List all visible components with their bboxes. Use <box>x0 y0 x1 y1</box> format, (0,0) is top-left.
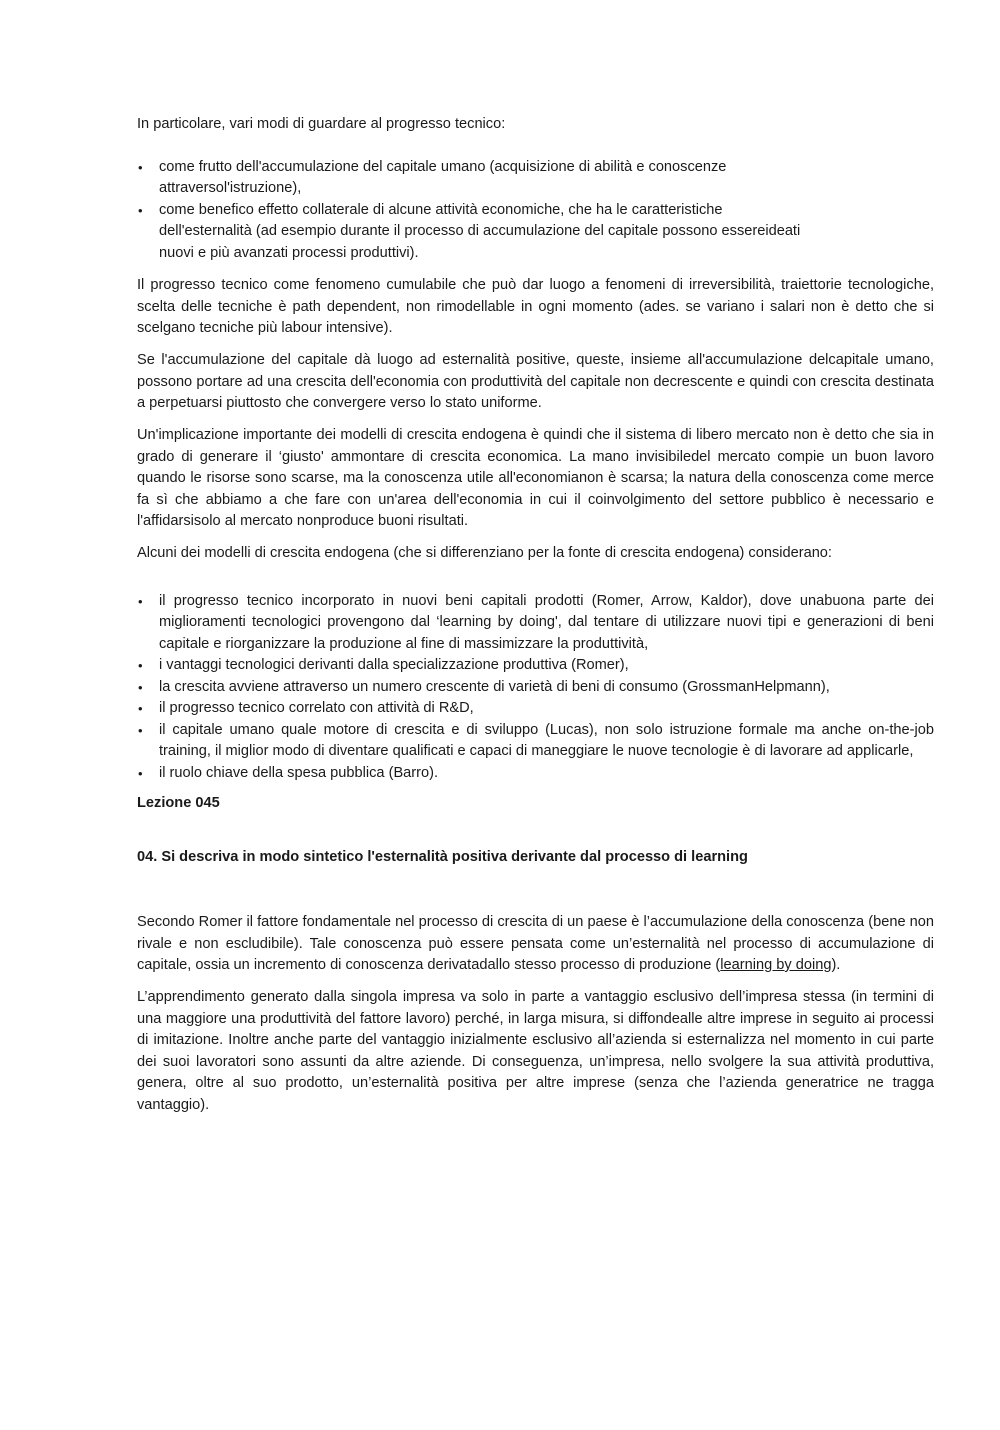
list-item <box>159 200 934 265</box>
list-item <box>159 157 934 200</box>
paragraph: Alcuni dei modelli di crescita endogena (che si differenziano per la fonte di crescita endogena) considerano: <box>137 545 832 561</box>
answer-paragraph: L’apprendimento generato dalla singola impresa va solo in parte a vantaggio esclusivo dell’impresa stessa (in termini di una maggiore una produttività del fattore lavoro) perché, in larga misura, si diffondealle altre imprese in seguito ai processi di imitazione. Inoltre anche parte del vantaggio inizialmente esclusivo all’azienda si esternalizza nel momento in cui parte dei suoi lavoratori sono assunti da altre aziende. Di conseguenza, un’impresa, nello svolgere la sua attività produttiva, genera, oltre al suo prodotto, un’esternalità positiva per altre imprese (senza che l’azienda generatrice ne tragga vantaggio). <box>137 989 934 1113</box>
endogenous-models-list <box>137 591 934 785</box>
list-item-line: come benefico effetto collaterale di alcune attività economiche, che ha le caratteristiche <box>159 201 723 218</box>
list-item-line: dell'esternalità (ad esempio durante il processo di accumulazione del capitale possono essereideati <box>159 223 801 239</box>
answer-paragraph <box>137 912 934 977</box>
progress-views-list <box>137 157 934 265</box>
paragraph: Il progresso tecnico come fenomeno cumulabile che può dar luogo a fenomeni di irreversibilità, traiettorie tecnologiche, scelta delle tecniche è path dependent, non rimodellable in ogni momento (ades. se variano i salari non è detto che si scelgano tecniche più labour intensive). <box>137 277 934 336</box>
list-item: • la crescita avviene attraverso un numero crescente di varietà di beni di consumo (GrossmanHelpmann), <box>159 677 934 699</box>
answer-text: Secondo Romer il fattore fondamentale nel processo di crescita di un paese è l’accumulazione della conoscenza (bene non rivale e non escludibile). Tale conoscenza può essere pensata come un’esternalità nel processo di accumulazione di capitale, ossia un incremento di conoscenza derivatadallo stesso processo di produzione ( <box>137 914 934 973</box>
paragraph: Se l'accumulazione del capitale dà luogo ad esternalità positive, queste, insieme all'accumulazione delcapitale umano, possono portare ad una crescita dell'economia con produttività del capitale non decrescente e quindi con crescita destinata a perpetuarsi piuttosto che convergere verso lo stato uniforme. <box>137 352 934 411</box>
list-item-line: come frutto dell'accumulazione del capitale umano (acquisizione di abilità e conoscenze <box>159 158 727 175</box>
answer-text: ). <box>831 957 841 973</box>
list-item: • il progresso tecnico correlato con attività di R&D, <box>159 698 934 720</box>
document-page <box>137 114 934 1116</box>
paragraph: Un'implicazione importante dei modelli di crescita endogena è quindi che il sistema di libero mercato non è detto che sia in grado di generare il ‘giusto' ammontare di crescita economica. La mano invisibiledel mercato compie un buon lavoro quando le risorse sono scarse, ma la conoscenza utile all'economianon è scarsa; la natura della conoscenza come merce fa sì che abbiamo a che fare con un'area dell'economia in cui il coinvolgimento del settore pubblico è necessario e l'affidarsisolo al mercato nonproduce buoni risultati. <box>137 427 934 529</box>
lesson-heading: Lezione 045 <box>137 795 220 811</box>
list-item-line: nuovi e più avanzati processi produttivi). <box>159 244 419 261</box>
list-item: • il progresso tecnico incorporato in nuovi beni capitali prodotti (Romer, Arrow, Kaldor), dove unabuona parte dei miglioramenti tecnologici provengono dal ‘learning by doing', dal tentare di utilizzare nuovi tipi e generazioni di beni capitale e riorganizzare la produzione al fine di massimizzare la produttività, <box>159 591 934 656</box>
question-heading: 04. Si descriva in modo sintetico l'esternalità positiva derivante dal processo di learning <box>137 848 748 865</box>
intro-text: In particolare, vari modi di guardare al progresso tecnico: <box>137 116 506 132</box>
list-item: • i vantaggi tecnologici derivanti dalla specializzazione produttiva (Romer), <box>159 655 934 677</box>
list-item: • il capitale umano quale motore di crescita e di sviluppo (Lucas), non solo istruzione formale ma anche on-the-job training, il miglior modo di diventare qualificati e capaci di maneggiare le nuove tecnologie è di lavorare ad applicarle, <box>159 720 934 763</box>
list-item-line: attraversol'istruzione), <box>159 180 302 196</box>
list-item: • il ruolo chiave della spesa pubblica (Barro). <box>159 763 934 785</box>
learning-by-doing-link[interactable]: learning by doing <box>720 957 832 973</box>
